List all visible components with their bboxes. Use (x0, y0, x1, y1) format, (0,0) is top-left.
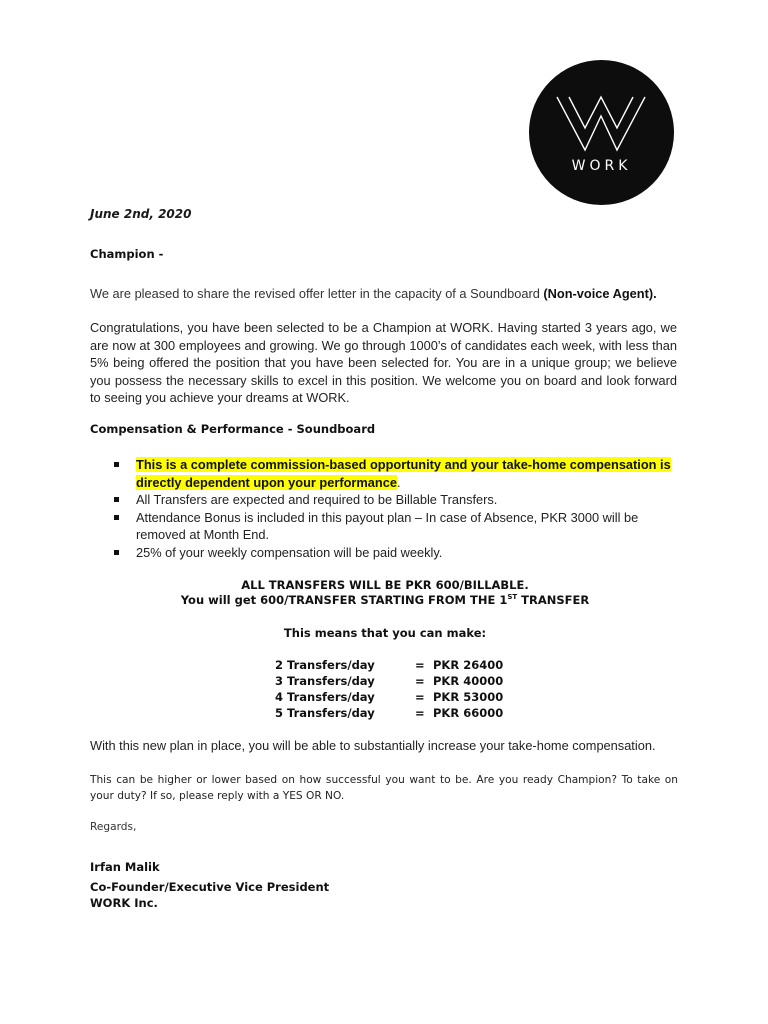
closing-paragraph: This can be higher or lower based on how successful you want to be. Are you ready Champion? To take on your duty? If so, please reply with a YES OR NO. (90, 774, 678, 802)
rate-line-1: ALL TRANSFERS WILL BE PKR 600/BILLABLE. (241, 578, 529, 592)
bullet-square-icon (114, 515, 119, 520)
rate-line-2-end: TRANSFER (517, 593, 590, 607)
list-item (112, 509, 682, 544)
rate-line-2-main: You will get 600/TRANSFER STARTING FROM THE 1 (180, 593, 508, 607)
transfers-label: 4 Transfers/day (275, 690, 375, 704)
bullet-square-icon (114, 550, 119, 555)
section-heading: Compensation & Performance - Soundboard (90, 422, 376, 436)
table-row (275, 657, 505, 673)
earnings-table (275, 657, 505, 721)
earnings-value: PKR 53000 (433, 690, 504, 704)
bullet-square-icon (114, 462, 119, 467)
plan-line: With this new plan in place, you will be able to substantially increase your take-home compensation. (90, 738, 656, 753)
logo-wordmark: WORK (571, 158, 632, 174)
work-logo (529, 60, 674, 205)
transfers-label: 5 Transfers/day (275, 706, 375, 720)
list-item (112, 544, 682, 562)
signatory-title: Co-Founder/Executive Vice President (90, 880, 330, 894)
intro-bold: (Non-voice Agent). (543, 286, 657, 301)
congratulations-paragraph: Congratulations, you have been selected to be a Champion at WORK. Having started 3 years ago, we are now at 300 employees and growing. We go through 1000’s of candidates each week, with less than 5% being offered the position that you have been selected for. You are in a unique group; we believe you possess the necessary skills to excel in this position. We welcome you on board and look forward to seeing you achieve your dreams at WORK. (90, 320, 677, 405)
bullet-text: All Transfers are expected and required to be Billable Transfers. (136, 492, 498, 507)
regards: Regards, (90, 821, 137, 833)
highlighted-text: This is a complete commission-based opportunity and your take-home compensation is directly dependent upon your performance (136, 457, 671, 490)
rate-line-2 (150, 593, 620, 607)
table-row (275, 689, 505, 705)
equals-sign: = (415, 658, 425, 672)
equals-sign: = (415, 674, 425, 688)
signatory-company: WORK Inc. (90, 896, 158, 910)
rate-line-2-sup: ST (507, 593, 518, 602)
list-item (112, 456, 682, 491)
equals-sign: = (415, 690, 425, 704)
equals-sign: = (415, 706, 425, 720)
bullet-text: 25% of your weekly compensation will be paid weekly. (136, 544, 443, 560)
highlight-end: . (396, 474, 401, 490)
compensation-bullets (112, 456, 682, 561)
table-row (275, 673, 505, 689)
table-row (275, 705, 505, 721)
earnings-value: PKR 26400 (433, 658, 504, 672)
transfers-label: 3 Transfers/day (275, 674, 375, 688)
bullet-square-icon (114, 497, 119, 502)
salutation: Champion - (90, 247, 164, 261)
means-line: This means that you can make: (283, 626, 487, 640)
intro-text: We are pleased to share the revised offer letter in the capacity of a Soundboard (90, 286, 544, 301)
earnings-value: PKR 66000 (433, 706, 504, 720)
bullet-text: Attendance Bonus is included in this payout plan – In case of Absence, PKR 3000 will be removed at Month End. (136, 509, 639, 542)
list-item (112, 491, 682, 509)
earnings-value: PKR 40000 (433, 674, 504, 688)
signatory-name: Irfan Malik (90, 860, 160, 874)
intro-line (90, 286, 657, 301)
letter-date: June 2nd, 2020 (90, 207, 192, 221)
transfers-label: 2 Transfers/day (275, 658, 375, 672)
